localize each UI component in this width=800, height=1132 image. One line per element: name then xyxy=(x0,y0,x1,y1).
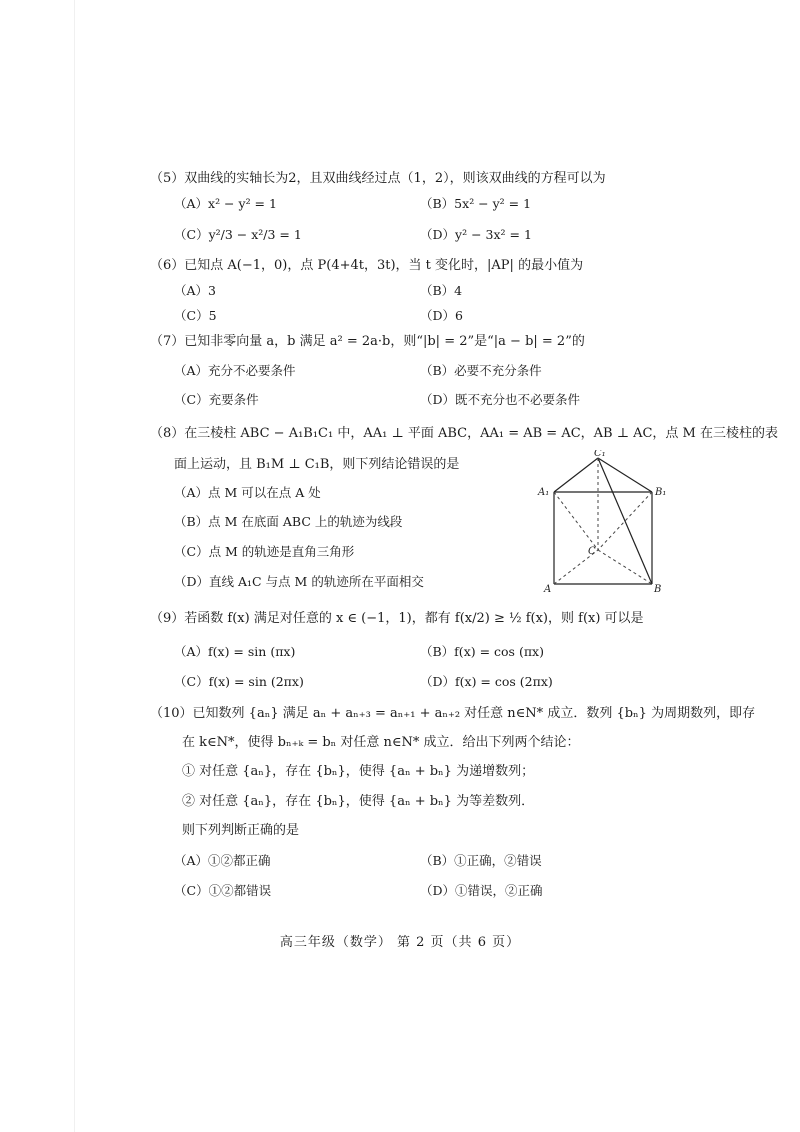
question-9-option-a: （A）f(x) = sin (πx) xyxy=(174,644,296,659)
question-5-option-a: （A）x² − y² = 1 xyxy=(174,196,277,211)
question-10-option-d: （D）①错误，②正确 xyxy=(420,883,543,898)
label-b: B xyxy=(654,584,662,595)
page-footer: 高三年级（数学） 第 2 页（共 6 页） xyxy=(279,935,521,950)
question-10-conclusion-2: ② 对任意 {aₙ}，存在 {bₙ}，使得 {aₙ + bₙ} 为等差数列． xyxy=(182,794,535,809)
segment-c1-b xyxy=(598,458,652,584)
label-c: C xyxy=(588,546,596,557)
question-5-option-b: （B）5x² − y² = 1 xyxy=(420,196,532,211)
question-10-conclusion-1: ① 对任意 {aₙ}，存在 {bₙ}，使得 {aₙ + bₙ} 为递增数列； xyxy=(182,764,535,779)
question-9-option-c: （C）f(x) = sin (2πx) xyxy=(174,674,304,689)
question-7-option-d: （D）既不充分也不必要条件 xyxy=(420,392,581,407)
question-7-option-a: （A）充分不必要条件 xyxy=(174,363,296,378)
question-7-option-c: （C）充要条件 xyxy=(174,392,259,407)
question-5-option-c: （C）y²/3 − x²/3 = 1 xyxy=(174,227,302,242)
question-7-stem: （7）已知非零向量 a，b 满足 a² = 2a·b，则“|b| = 2”是“|a − b| = 2”的 xyxy=(150,334,585,349)
question-9-option-d: （D）f(x) = cos (2πx) xyxy=(420,674,553,689)
question-6-option-b: （B）4 xyxy=(420,283,463,298)
prism-figure xyxy=(532,450,672,596)
question-6-option-a: （A）3 xyxy=(174,283,216,298)
question-10-prompt: 则下列判断正确的是 xyxy=(182,823,300,838)
label-c1: C₁ xyxy=(594,450,606,459)
question-10-option-c: （C）①②都错误 xyxy=(174,883,272,898)
label-a: A xyxy=(544,584,552,595)
scan-edge xyxy=(74,0,75,1132)
edge-a1-c1 xyxy=(554,458,598,492)
question-9-option-b: （B）f(x) = cos (πx) xyxy=(420,644,544,659)
question-6-stem: （6）已知点 A(−1，0)，点 P(4+4t，3t)，当 t 变化时，|AP| 的最小值为 xyxy=(150,258,584,273)
question-9-stem: （9）若函数 f(x) 满足对任意的 x ∈ (−1，1)，都有 f(x/2) ≥ ½ f(x)，则 f(x) 可以是 xyxy=(150,611,644,626)
question-8-stem: （8）在三棱柱 ABC − A₁B₁C₁ 中，AA₁ ⊥ 平面 ABC，AA₁ = AB = AC，AB ⊥ AC，点 M 在三棱柱的表 xyxy=(150,426,779,441)
question-6-option-d: （D）6 xyxy=(420,308,463,323)
question-7-option-b: （B）必要不充分条件 xyxy=(420,363,542,378)
question-10-stem: （10）已知数列 {aₙ} 满足 aₙ + aₙ₊₃ = aₙ₊₁ + aₙ₊₂ 对任意 n∈N* 成立．数列 {bₙ} 为周期数列，即存 xyxy=(150,706,756,721)
question-8-option-c: （C）点 M 的轨迹是直角三角形 xyxy=(174,544,355,559)
segment-a1-c xyxy=(554,492,598,550)
question-10-option-b: （B）①正确，②错误 xyxy=(420,853,542,868)
question-5-option-d: （D）y² − 3x² = 1 xyxy=(420,227,532,242)
question-8-option-a: （A）点 M 可以在点 A 处 xyxy=(174,485,321,500)
question-8-option-d: （D）直线 A₁C 与点 M 的轨迹所在平面相交 xyxy=(174,574,424,589)
question-5-stem: （5）双曲线的实轴长为2，且双曲线经过点（1，2），则该双曲线的方程可以为 xyxy=(150,171,606,186)
label-b1: B₁ xyxy=(655,487,667,498)
edge-c-b xyxy=(598,550,652,584)
question-8-option-b: （B）点 M 在底面 ABC 上的轨迹为线段 xyxy=(174,514,403,529)
question-10-stem-line-2: 在 k∈N*，使得 bₙ₊ₖ = bₙ 对任意 n∈N* 成立．给出下列两个结论： xyxy=(182,735,580,750)
question-8-stem-line-2: 面上运动，且 B₁M ⊥ C₁B，则下列结论错误的是 xyxy=(174,457,460,472)
label-a1: A₁ xyxy=(538,487,550,498)
edge-c1-b1 xyxy=(598,458,652,492)
question-6-option-c: （C）5 xyxy=(174,308,217,323)
question-10-option-a: （A）①②都正确 xyxy=(174,853,271,868)
